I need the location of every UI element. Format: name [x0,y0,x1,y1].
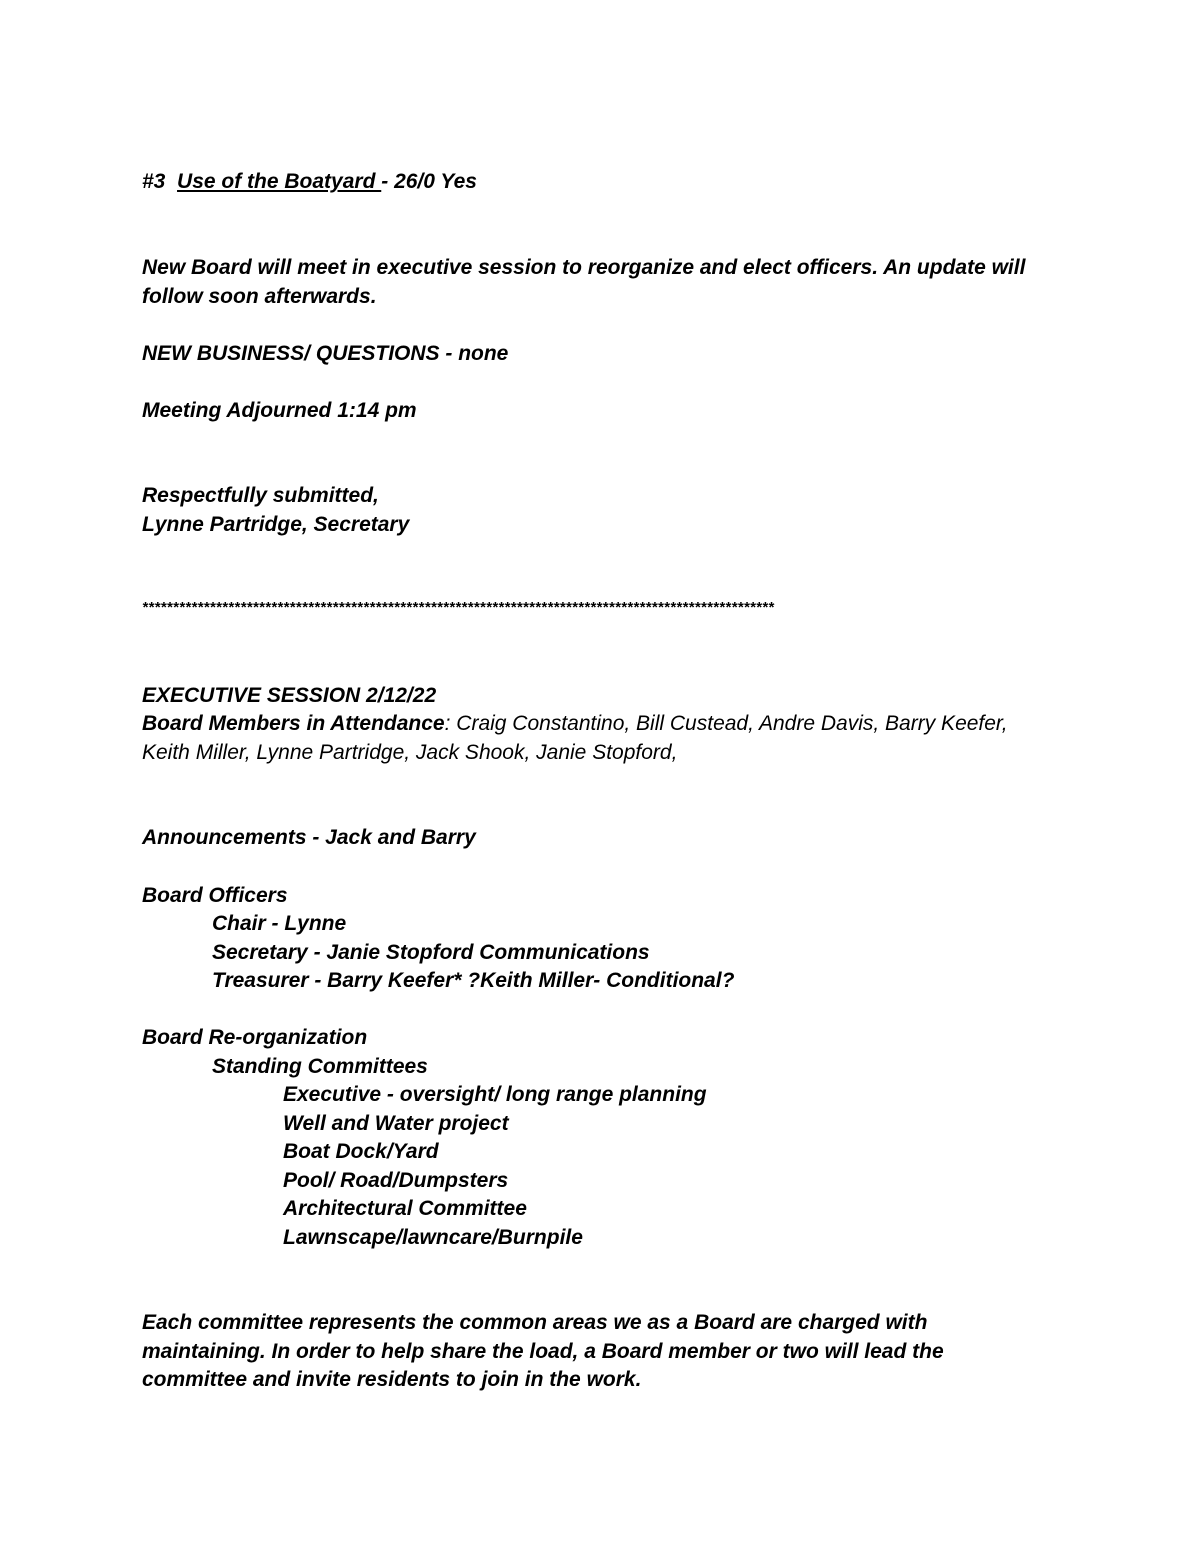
announcements-line: Announcements - Jack and Barry [142,826,476,849]
committee-item: Pool/ Road/Dumpsters [283,1169,509,1192]
motion-title: Use of the Boatyard [177,170,382,193]
standing-committees-heading: Standing Committees [212,1055,428,1078]
committee-item: Architectural Committee [283,1197,527,1220]
board-update-line-2: follow soon afterwards. [142,285,377,308]
attendance-names-1: : Craig Constantino, Bill Custead, Andre Davis, Barry Keefer, [444,712,1008,735]
committee-item: Lawnscape/lawncare/Burnpile [283,1226,583,1249]
motion-number: #3 [142,170,166,193]
attendance-line-1 [142,709,1008,738]
attendance-label: Board Members in Attendance [142,712,445,735]
separator-line: ******************************************************************************************************* [142,599,775,616]
signature-closing: Respectfully submitted, [142,484,379,507]
motion-result: - 26/0 Yes [381,170,477,193]
board-update-line-1: New Board will meet in executive session to reorganize and elect officers. An update will [142,256,1026,279]
closing-paragraph-line-3: committee and invite residents to join in the work. [142,1368,642,1391]
officer-item: Treasurer - Barry Keefer* ?Keith Miller- Conditional? [212,969,735,992]
board-officers-heading: Board Officers [142,884,288,907]
motion-line [142,167,477,196]
committee-item: Boat Dock/Yard [283,1140,439,1163]
adjourned-line: Meeting Adjourned 1:14 pm [142,399,417,422]
closing-paragraph-line-1: Each committee represents the common areas we as a Board are charged with [142,1311,928,1334]
officer-item: Secretary - Janie Stopford Communications [212,941,650,964]
officer-item: Chair - Lynne [212,912,347,935]
closing-paragraph-line-2: maintaining. In order to help share the load, a Board member or two will lead the [142,1340,944,1363]
new-business-line: NEW BUSINESS/ QUESTIONS - none [142,342,509,365]
committee-item: Executive - oversight/ long range planning [283,1083,707,1106]
executive-session-title: EXECUTIVE SESSION 2/12/22 [142,684,437,707]
signature-name: Lynne Partridge, Secretary [142,513,410,536]
reorganization-heading: Board Re-organization [142,1026,368,1049]
attendance-line-2: Keith Miller, Lynne Partridge, Jack Shook, Janie Stopford, [142,741,678,764]
committee-item: Well and Water project [283,1112,509,1135]
